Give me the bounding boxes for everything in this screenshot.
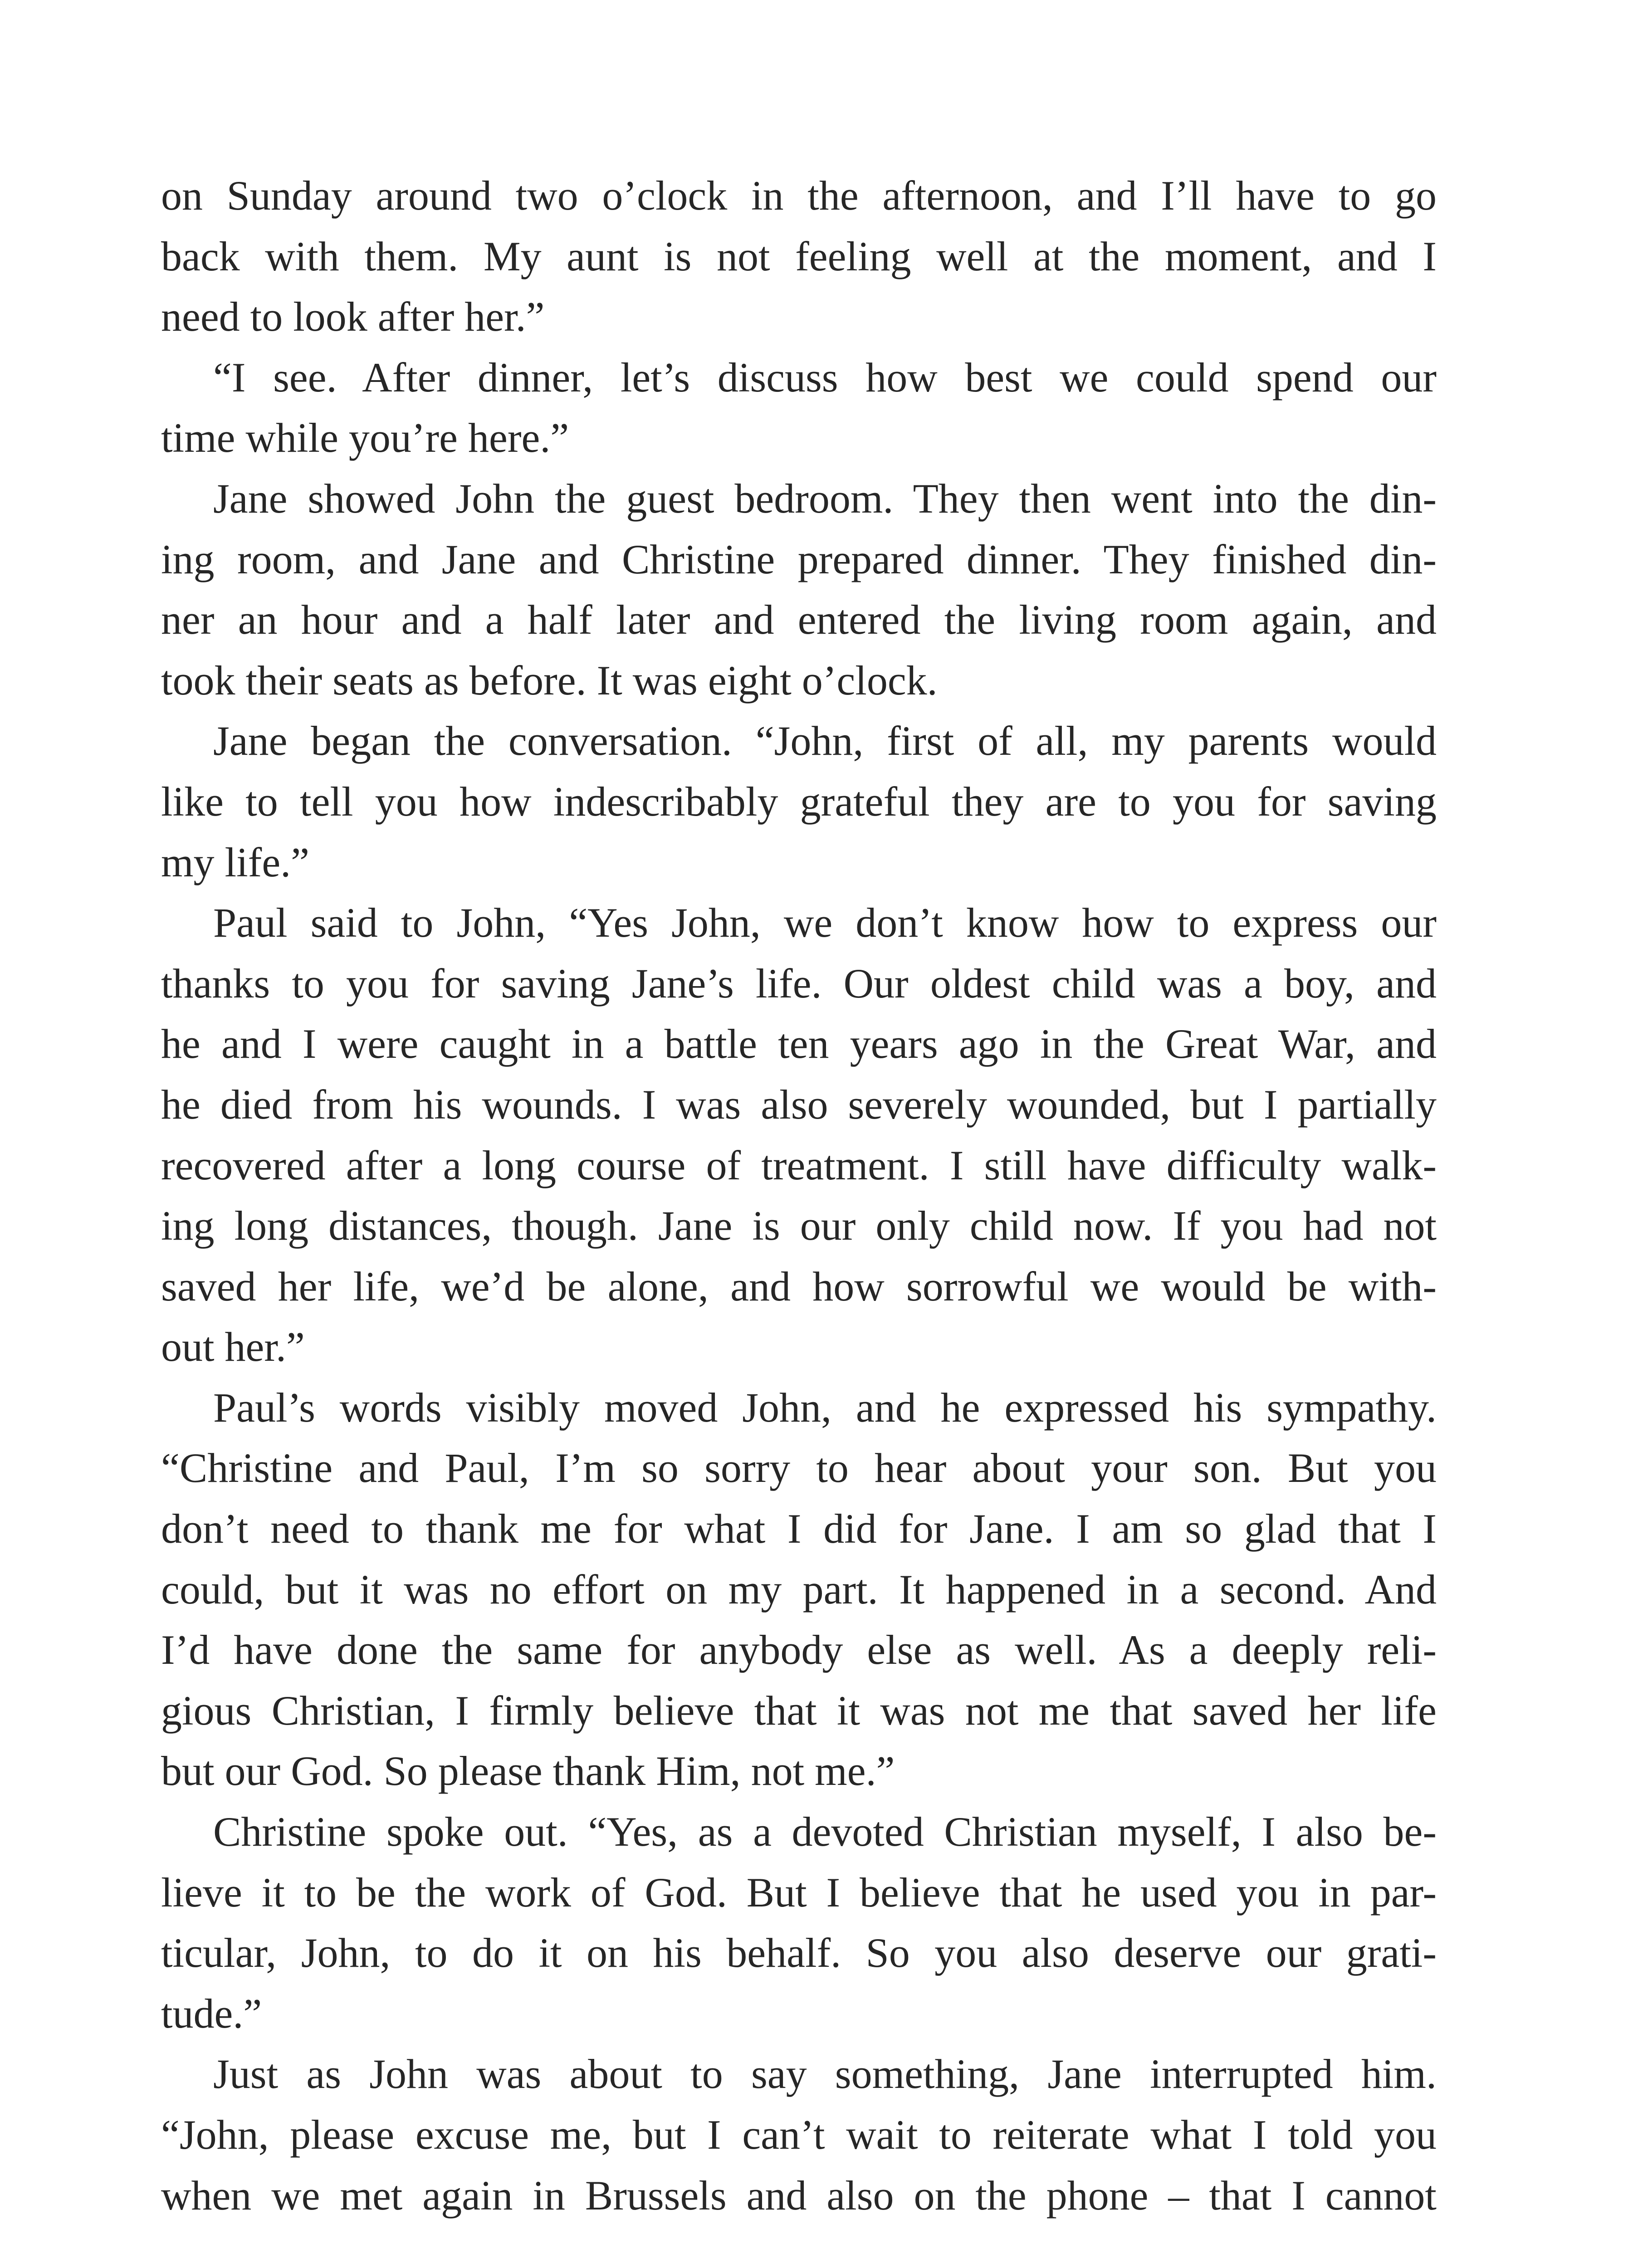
- text-line: ing room, and Jane and Christine prepared dinner. They finished din-: [161, 536, 1437, 582]
- text-line: recovered after a long course of treatment. I still have difficulty walk-: [161, 1142, 1437, 1188]
- paragraph: [161, 893, 1437, 1378]
- text-line: like to tell you how indescribably grateful they are to you for saving: [161, 778, 1437, 825]
- text-line: ticular, John, to do it on his behalf. So you also deserve our grati-: [161, 1930, 1437, 1976]
- text-line: Jane began the conversation. “John, first of all, my parents would: [213, 718, 1437, 764]
- text-line: out her.”: [161, 1324, 305, 1370]
- text-line: lieve it to be the work of God. But I believe that he used you in par-: [161, 1869, 1437, 1916]
- text-line: Paul said to John, “Yes John, we don’t know how to express our: [213, 899, 1437, 946]
- text-line: don’t need to thank me for what I did for Jane. I am so glad that I: [161, 1505, 1437, 1552]
- paragraph: [161, 469, 1437, 711]
- paragraph: [161, 166, 1437, 347]
- text-line: ing long distances, though. Jane is our only child now. If you had not: [161, 1202, 1437, 1249]
- text-line: ner an hour and a half later and entered the living room again, and: [161, 596, 1437, 643]
- text-line: “I see. After dinner, let’s discuss how best we could spend our: [213, 354, 1437, 401]
- text-line: Paul’s words visibly moved John, and he expressed his sympathy.: [213, 1384, 1437, 1431]
- text-line: time while you’re here.”: [161, 415, 569, 461]
- text-line: gious Christian, I firmly believe that it was not me that saved her life: [161, 1687, 1437, 1734]
- text-line: he died from his wounds. I was also severely wounded, but I partially: [161, 1081, 1437, 1128]
- text-line: Just as John was about to say something, Jane interrupted him.: [213, 2051, 1437, 2097]
- text-line: when we met again in Brussels and also on the phone – that I cannot: [161, 2172, 1437, 2219]
- text-line: Christine spoke out. “Yes, as a devoted Christian myself, I also be-: [213, 1809, 1437, 1855]
- text-line: my life.”: [161, 839, 309, 885]
- text-line: he and I were caught in a battle ten years ago in the Great War, and: [161, 1021, 1437, 1067]
- text-line: could, but it was no effort on my part. It happened in a second. And: [161, 1566, 1437, 1613]
- paragraph: [161, 1802, 1437, 2044]
- text-line: saved her life, we’d be alone, and how sorrowful we would be with-: [161, 1263, 1437, 1310]
- text-line: on Sunday around two o’clock in the afternoon, and I’ll have to go: [161, 172, 1437, 219]
- text-line: “Christine and Paul, I’m so sorry to hear about your son. But you: [161, 1445, 1437, 1491]
- paragraph: [161, 1378, 1437, 1802]
- text-line: took their seats as before. It was eight o’clock.: [161, 657, 938, 704]
- text-line: thanks to you for saving Jane’s life. Our oldest child was a boy, and: [161, 960, 1437, 1007]
- text-line: Jane showed John the guest bedroom. They then went into the din-: [213, 475, 1437, 522]
- text-line: but our God. So please thank Him, not me.”: [161, 1748, 895, 1794]
- text-line: back with them. My aunt is not feeling well at the moment, and I: [161, 233, 1437, 279]
- text-line: tude.”: [161, 1990, 262, 2037]
- paragraph: [161, 347, 1437, 469]
- paragraph: [161, 711, 1437, 893]
- text-line: need to look after her.”: [161, 293, 545, 340]
- text-line: I’d have done the same for anybody else as well. As a deeply reli-: [161, 1627, 1437, 1673]
- text-line: “John, please excuse me, but I can’t wait to reiterate what I told you: [161, 2112, 1437, 2158]
- page-body: [161, 166, 1437, 2226]
- paragraph: [161, 2044, 1437, 2226]
